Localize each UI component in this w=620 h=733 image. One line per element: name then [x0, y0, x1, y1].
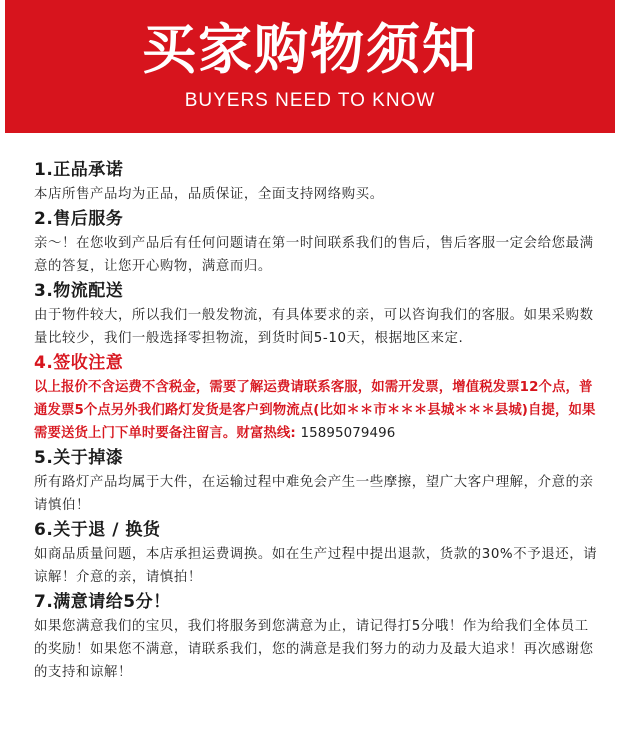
section-body: 所有路灯产品均属于大件，在运输过程中难免会产生一些摩擦，望广大客户理解，介意的亲请慎伯！ [34, 475, 594, 513]
banner-title: 买家购物须知 [142, 18, 478, 81]
section-heading: 2.售后服务 [34, 209, 124, 229]
section-heading: 7.满意请给5分！ [34, 592, 171, 612]
section-body: 亲～！在您收到产品后有任何问题请在第一时间联系我们的售后，售后客服一定会给您最满意的答复，让您开心购物，满意而归。 [34, 236, 594, 274]
banner-subtitle: BUYERS NEED TO KNOW [184, 90, 436, 111]
notice-text: 以上报价不含运费不含税金，需要了解运费请联系客服，如需开发票，增值税发票12个点，普通发票5个点另外我们路灯发货是客户到物流点(比如＊＊市＊＊＊县城＊＊＊县城)自提，如果需要送货上门下单时要备注留言。财富热线: [34, 380, 596, 441]
hotline-number: 15895079496 [300, 426, 396, 441]
section-body: 如果您满意我们的宝贝，我们将服务到您满意为止，请记得打5分哦！作为给我们全体员工的奖励！如果您不满意，请联系我们，您的满意是我们努力的动力及最大追求！再次感谢您的支持和谅解！ [34, 619, 594, 680]
section-body: 如商品质量问题，本店承担运费调换。如在生产过程中提出退款，货款的30%不予退还，请谅解！介意的亲，请慎拍！ [34, 547, 598, 585]
section-returns [34, 517, 602, 589]
section-heading: 1.正品承诺 [34, 160, 124, 180]
section-heading: 4.签收注意 [34, 353, 124, 373]
section-paint [34, 445, 602, 517]
section-heading: 5.关于掉漆 [34, 448, 124, 468]
section-genuine [34, 157, 602, 206]
section-logistics [34, 278, 602, 350]
section-heading: 3.物流配送 [34, 281, 124, 301]
section-after-sales [34, 206, 602, 278]
section-rating [34, 589, 602, 684]
section-receipt-notice [34, 350, 602, 445]
section-body: 由于物件较大，所以我们一般发物流，有具体要求的亲，可以咨询我们的客服。如果采购数量比较少，我们一般选择零担物流，到货时间5-10天，根据地区来定. [34, 308, 594, 346]
section-body [34, 376, 602, 445]
notice-content [34, 157, 602, 684]
section-heading: 6.关于退 / 换货 [34, 520, 161, 540]
header-banner [5, 0, 615, 133]
section-body: 本店所售产品均为正品，品质保证，全面支持网络购买。 [34, 187, 384, 202]
